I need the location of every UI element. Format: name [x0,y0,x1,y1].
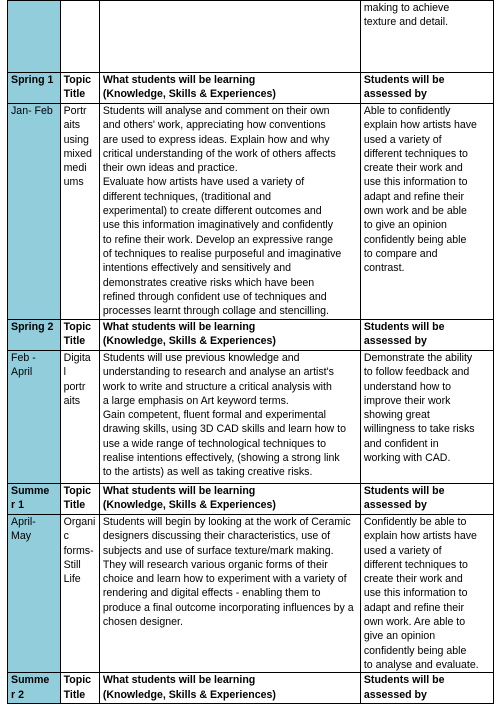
curriculum-table [7,0,494,704]
assessed-header: Students will be assessed by [360,73,493,104]
section-header-row [8,320,494,351]
learning-cell [99,1,360,73]
term-label: Summe r 2 [8,673,61,704]
assessment-text-cell: Demonstrate the ability to follow feedback and understand how to improve their work showing great willingness to take risks and confident in working with CAD. [360,351,493,484]
assessed-line: making to achieve [363,2,450,14]
period-cell: Jan- Feb [8,104,61,320]
section-content-row [8,515,494,673]
section-content-row [8,351,494,484]
topic-title-cell: Portr aits using mixed medi ums [60,104,99,320]
topic-title-cell: Organi c forms- Still Life [60,515,99,673]
learning-header: What students will be learning (Knowledge, Skills & Experiences) [99,73,360,104]
learning-text-cell: Students will analyse and comment on their own and others' work, appreciating how conventions are used to express ideas. Explain how and why critical understanding of the work of others affects their own ideas and practice. Evaluate how artists have used a variety of different techniques, (traditional and experimental) to create different outcomes and use this information imaginatively and confidently to refine their work. Develop an expressive range of techniques to realise purposeful and imaginative intentions effectively and sensitively and demonstrates creative risks which have been refined through confident use of techniques and processes learnt through collage and stencilling. [99,104,360,320]
term-label: Summe r 1 [8,484,61,515]
topic-title-cell: Digita l portr aits [60,351,99,484]
learning-header: What students will be learning (Knowledge, Skills & Experiences) [99,320,360,351]
assessed-line: texture and detail. [363,16,449,29]
learning-header: What students will be learning (Knowledge, Skills & Experiences) [99,484,360,515]
term-label: Spring 2 [8,320,61,351]
curriculum-page [7,0,494,704]
term-cell [8,1,61,73]
continuation-row [8,1,494,73]
period-cell: April- May [8,515,61,673]
term-label: Spring 1 [8,73,61,104]
topic-header: Topic Title [60,73,99,104]
topic-cell [60,1,99,73]
period-cell: Feb - April [8,351,61,484]
section-header-row [8,673,494,704]
assessed-header: Students will be assessed by [360,673,493,704]
learning-text-cell: Students will use previous knowledge and understanding to research and analyse an artist's work to write and structure a critical analysis with a large emphasis on Art keyword terms. Gain competent, fluent formal and experimental drawing skills, using 3D CAD skills and learn how to use a wide range of technological techniques to realise intentions effectively, (showing a strong link to the artists) as well as taking creative risks. [99,351,360,484]
assessed-cell [360,1,493,73]
assessed-header: Students will be assessed by [360,484,493,515]
section-header-row [8,73,494,104]
section-header-row [8,484,494,515]
topic-header: Topic Title [60,673,99,704]
topic-header: Topic Title [60,484,99,515]
assessment-text-cell: Confidently be able to explain how artists have used a variety of different techniques to create their work and use this information to adapt and refine their own work. Are able to give an opinion confidently being able to analyse and evaluate. [360,515,493,673]
assessed-header: Students will be assessed by [360,320,493,351]
section-content-row [8,104,494,320]
assessment-text-cell: Able to confidently explain how artists have used a variety of different techniques to create their work and use this information to adapt and refine their own work and be able to give an opinion confidently being able to compare and contrast. [360,104,493,320]
learning-text-cell: Students will begin by looking at the work of Ceramic designers discussing their characteristics, use of subjects and use of surface texture/mark making. They will research various organic forms of their choice and learn how to experiment with a variety of rendering and digital effects - enabling them to produce a final outcome incorporating influences by a chosen designer. [99,515,360,673]
topic-header: Topic Title [60,320,99,351]
learning-header: What students will be learning (Knowledge, Skills & Experiences) [99,673,360,704]
